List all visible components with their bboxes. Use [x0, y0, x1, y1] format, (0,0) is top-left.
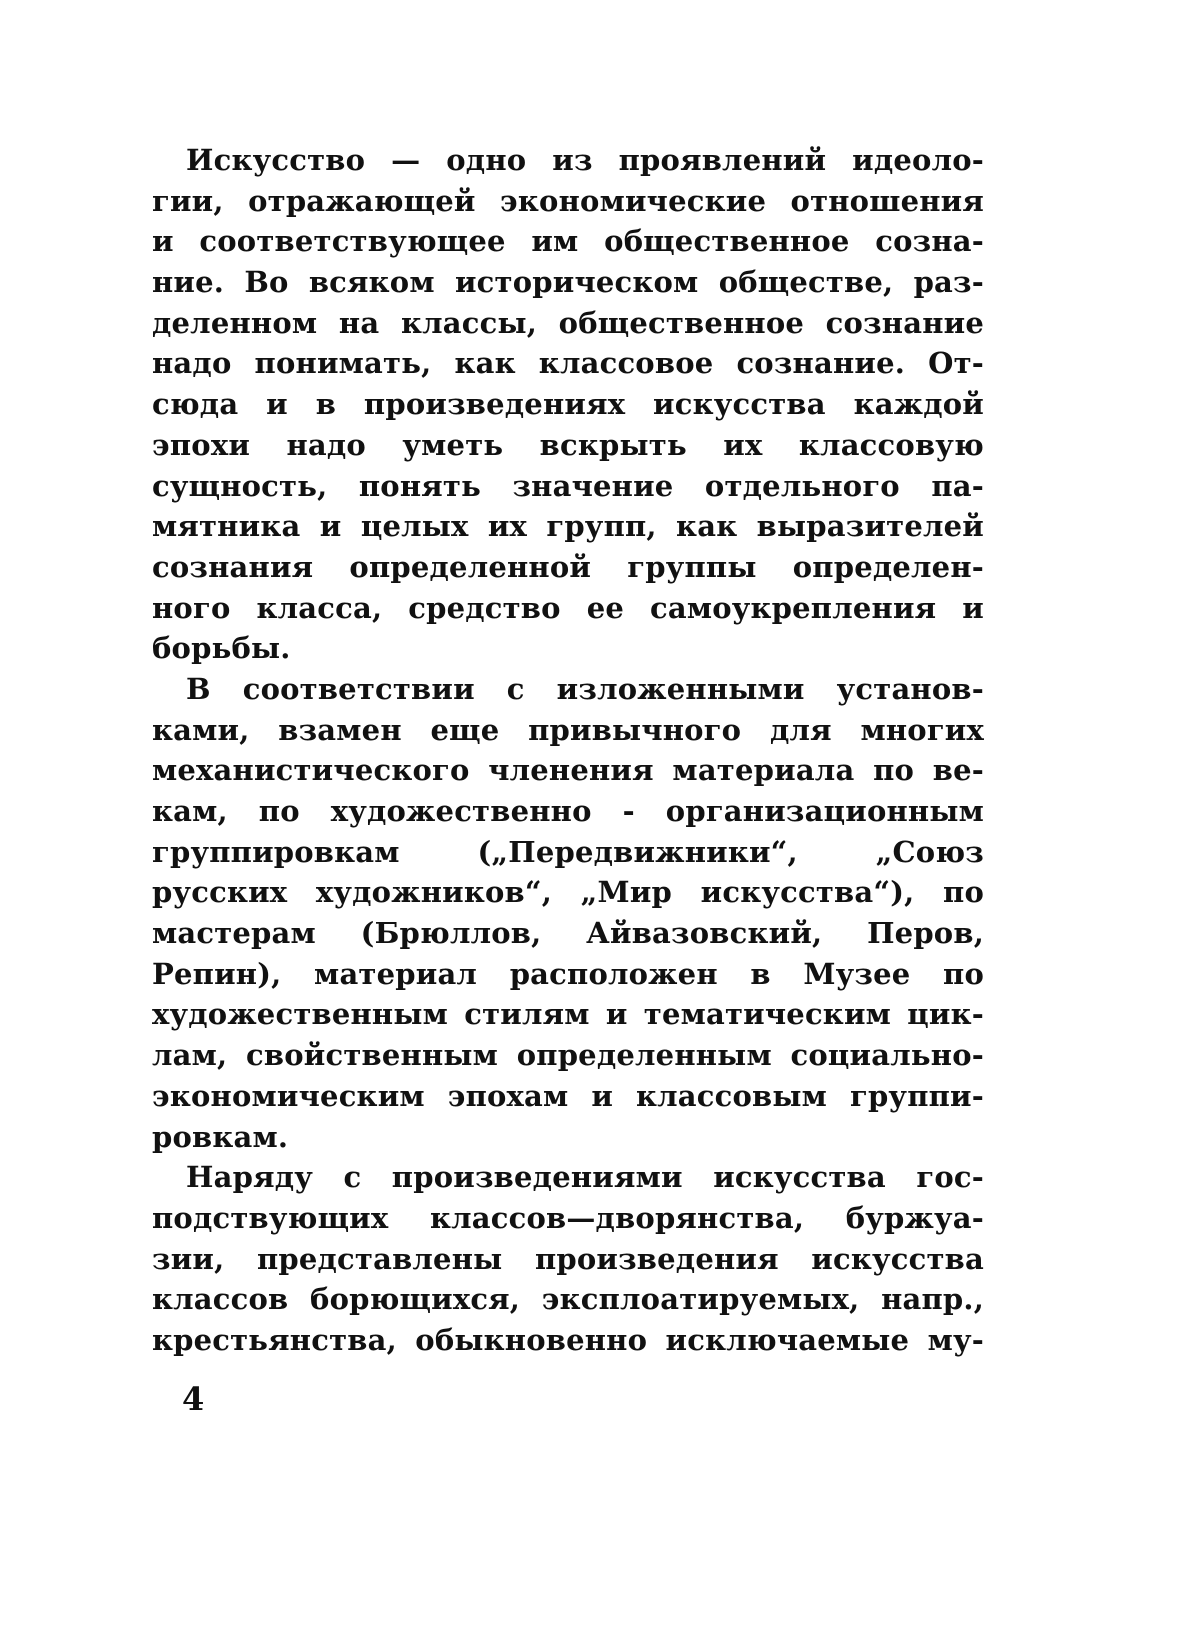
- text-line: сознания определенной группы определен-: [152, 549, 984, 584]
- text-line: надо понимать, как классовое сознание. От-: [152, 346, 984, 381]
- body-text: [152, 140, 984, 1361]
- text-line: крестьянства, обыкновенно исключаемые му-: [152, 1322, 984, 1357]
- text-line: русских художников“, „Мир искусства“), по: [152, 875, 984, 910]
- text-line: сюда и в произведениях искусства каждой: [152, 387, 984, 422]
- text-line: зии, представлены произведения искусства: [152, 1241, 984, 1276]
- text-line: кам, по художественно - организационным: [152, 794, 984, 828]
- text-line: лам, свойственным определенным социально-: [152, 1038, 984, 1073]
- text-line: Искусство — одно из проявлений идеоло-: [186, 143, 984, 177]
- text-line: ровкам.: [152, 1119, 289, 1154]
- text-line: группировкам („Передвижники“, „Союз: [152, 834, 984, 869]
- text-line: классов борющихся, эксплоатируемых, напр.,: [152, 1282, 984, 1317]
- text-line: экономическим эпохам и классовым группи-: [152, 1078, 984, 1113]
- text-line: мятника и целых их групп, как выразителей: [152, 509, 984, 544]
- text-line: эпохи надо уметь вскрыть их классовую: [152, 427, 984, 462]
- text-line: Репин), материал расположен в Музее по: [152, 956, 984, 991]
- text-line: ками, взамен еще привычного для многих: [152, 712, 984, 747]
- text-line: и соответствующее им общественное созна-: [152, 224, 984, 259]
- text-line: художественным стилям и тематическим цик-: [152, 997, 984, 1032]
- text-line: ние. Во всяком историческом обществе, раз-: [152, 265, 984, 300]
- page-number: 4: [182, 1380, 205, 1418]
- text-line: гии, отражающей экономические отношения: [152, 183, 984, 218]
- text-line: механистического членения материала по ве-: [152, 753, 984, 788]
- text-line: мастерам (Брюллов, Айвазовский, Перов,: [152, 916, 984, 951]
- text-line: Наряду с произведениями искусства гос-: [186, 1160, 984, 1195]
- text-line: подствующих классов—дворянства, буржуа-: [152, 1200, 984, 1235]
- text-line: деленном на классы, общественное сознание: [152, 305, 984, 340]
- text-line: В соответствии с изложенными установ-: [186, 671, 984, 706]
- text-line: борьбы.: [152, 631, 291, 666]
- text-line: сущность, понять значение отдельного па-: [152, 468, 984, 503]
- text-line: ного класса, средство ее самоукрепления и: [152, 590, 984, 625]
